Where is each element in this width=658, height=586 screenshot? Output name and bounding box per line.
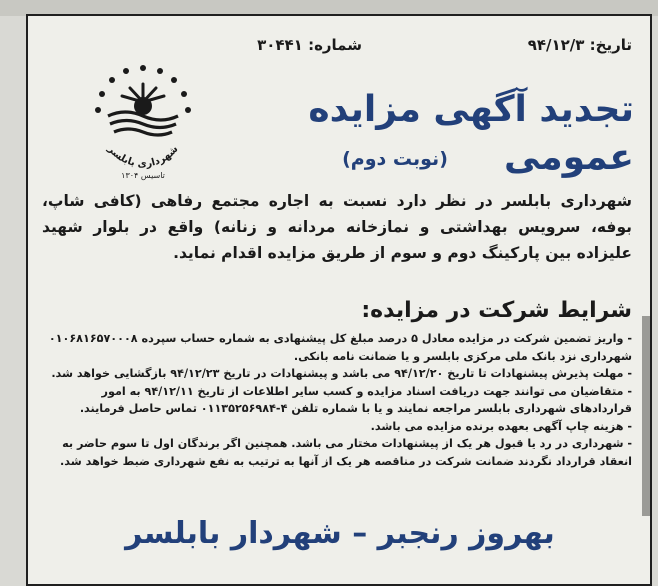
conditions-list — [42, 330, 632, 470]
intro-paragraph: شهرداری بابلسر در نظر دارد نسبت به اجاره مجتمع رفاهی (کافی شاپ، بوفه، سرویس بهداشتی و نمازخانه مردانه و زنانه) واقع در بلوار شهید علیزاده بین پارکینگ دوم و سوم از طریق مزایده اقدام نماید. — [42, 192, 632, 262]
condition-item: - هزینه چاپ آگهی بعهده برنده مزایده می باشد. — [370, 419, 632, 433]
condition-item: - مهلت پذیرش پیشنهادات تا تاریخ ۹۴/۱۲/۲۰ می باشد و پیشنهادات در تاریخ ۹۴/۱۲/۲۳ بازگشایی خواهد شد. — [51, 367, 632, 380]
page-edge — [642, 316, 650, 516]
header-row — [46, 36, 632, 58]
logo-founded: تاسیس ۱۳۰۴ — [121, 171, 165, 180]
page-subtitle: (نوبت دوم) — [342, 148, 448, 170]
number-label: شماره: ۳۰۴۴۱ — [257, 36, 362, 54]
advertisement-page — [26, 14, 652, 586]
page-title: تجدید آگهی مزایده عمومی — [308, 89, 634, 178]
logo-caption: شهرداری بابلسر — [105, 143, 181, 170]
condition-item: - متقاضیان می توانند جهت دریافت اسناد مزایده و کسب سایر اطلاعات از تاریخ ۹۴/۱۲/۱۱ به امور قراردادهای شهرداری بابلسر مراجعه نمایند و یا با شماره تلفن ۴-۰۱۱۳۵۲۵۶۹۸۴ تماس حاصل فرمایند. — [79, 384, 632, 415]
svg-text:شهرداری بابلسر — [105, 143, 181, 170]
date-label: تاریخ: ۹۴/۱۲/۳ — [527, 36, 632, 54]
condition-item: - واریز تضمین شرکت در مزایده معادل ۵ درصد مبلغ کل پیشنهادی به شماره حساب سپرده ۰۱۰۶۸۱۶۵۷۰۰۰۸ شهرداری نزد بانک ملی مرکزی بابلسر و یا ضمانت نامه بانکی. — [48, 332, 632, 363]
conditions-heading: شرایط شرکت در مزایده: — [361, 298, 632, 323]
municipality-logo — [88, 62, 198, 182]
condition-item: - شهرداری در رد یا قبول هر یک از پیشنهادات مختار می باشد. همچنین اگر برندگان اول تا سوم حاضر به انعقاد قرارداد نگردند ضمانت شرکت در مناقصه هر یک از آنها به ترتیب به نفع شهرداری ضبط خواهد شد. — [60, 437, 632, 468]
signature-line: بهروز رنجبر – شهردار بابلسر — [125, 516, 555, 551]
